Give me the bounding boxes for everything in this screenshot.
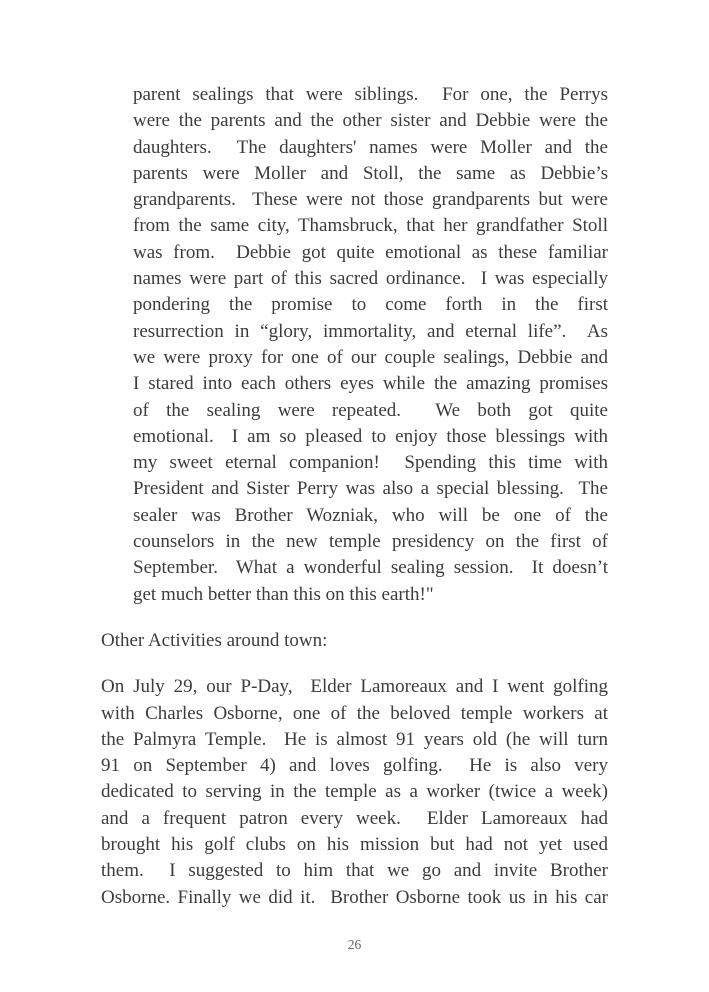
body-line: with Charles Osborne, one of the beloved temple workers at — [101, 702, 608, 724]
quote-line: sealer was Brother Wozniak, who will be one of the — [133, 504, 608, 526]
quote-line: we were proxy for one of our couple sealings, Debbie and — [133, 346, 608, 368]
quote-line: counselors in the new temple presidency on the first of — [133, 531, 608, 553]
body-line: Osborne. Finally we did it. Brother Osborne took us in his car — [101, 886, 608, 908]
quote-line: grandparents. These were not those grandparents but were — [133, 189, 608, 211]
quote-line: emotional. I am so pleased to enjoy those blessings with — [133, 425, 608, 447]
quote-line: September. What a wonderful sealing session. It doesn’t — [133, 557, 608, 579]
heading-line: Other Activities around town: — [101, 629, 328, 651]
quote-line: daughters. The daughters' names were Moller and the — [133, 136, 608, 158]
quote-line: names were part of this sacred ordinance. I was especially — [133, 268, 608, 290]
page-number: 26 — [347, 937, 362, 952]
quote-line: my sweet eternal companion! Spending this time with — [133, 452, 608, 474]
body-line: brought his golf clubs on his mission but had not yet used — [101, 834, 608, 856]
quote-line: parents were Moller and Stoll, the same as Debbie’s — [133, 162, 608, 184]
body-line: On July 29, our P-Day, Elder Lamoreaux and I went golfing — [101, 676, 608, 698]
paragraph-heading — [101, 628, 608, 654]
quote-line: I stared into each others eyes while the amazing promises — [133, 373, 608, 395]
body-paragraph — [101, 674, 608, 911]
body-line: the Palmyra Temple. He is almost 91 years old (he will turn — [101, 728, 608, 750]
body-line: them. I suggested to him that we go and invite Brother — [101, 860, 608, 882]
quote-line: from the same city, Thamsbruck, that her grandfather Stoll — [133, 215, 608, 237]
quote-line: parent sealings that were siblings. For one, the Perrys — [133, 84, 608, 105]
body-line: 91 on September 4) and loves golfing. He is also very — [101, 755, 608, 777]
quote-line: of the sealing were repeated. We both got quite — [133, 399, 608, 421]
quote-paragraph — [133, 82, 608, 608]
body-line: and a frequent patron every week. Elder Lamoreaux had — [101, 807, 608, 829]
body-line: dedicated to serving in the temple as a worker (twice a week) — [101, 781, 608, 803]
quote-line: was from. Debbie got quite emotional as these familiar — [133, 241, 608, 263]
quote-line: were the parents and the other sister and Debbie were the — [133, 110, 608, 132]
quote-line: resurrection in “glory, immortality, and eternal life”. As — [133, 320, 608, 342]
quote-line: get much better than this on this earth!" — [133, 583, 434, 605]
quote-line: pondering the promise to come forth in the first — [133, 294, 608, 316]
quote-line: President and Sister Perry was also a special blessing. The — [133, 478, 608, 500]
